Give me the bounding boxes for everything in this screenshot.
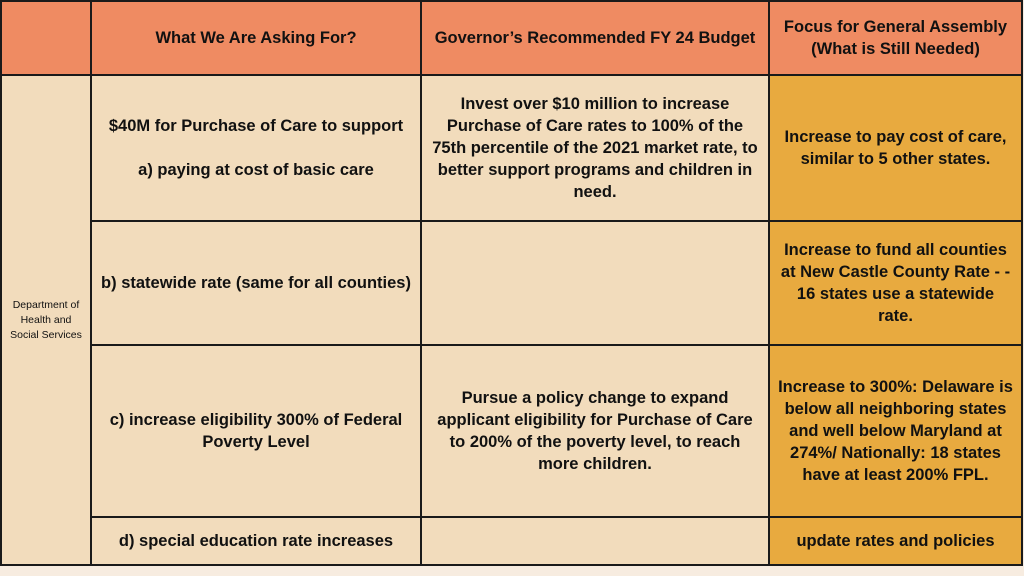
focus-cell: Increase to fund all counties at New Castle County Rate - - 16 states use a statewide rate. [769,221,1022,345]
ask-line: $40M for Purchase of Care to support [108,117,404,135]
department-cell: Department of Health and Social Services [1,75,91,565]
governor-cell: Pursue a policy change to expand applicant eligibility for Purchase of Care to 200% of the poverty level, to reach more children. [421,345,769,517]
ask-cell [91,75,421,221]
header-blank-cell [1,1,91,75]
ask-cell: c) increase eligibility 300% of Federal Poverty Level [91,345,421,517]
focus-cell: update rates and policies [769,517,1022,565]
ask-cell: b) statewide rate (same for all counties) [91,221,421,345]
focus-cell: Increase to pay cost of care, similar to 5 other states. [769,75,1022,221]
focus-cell: Increase to 300%: Delaware is below all neighboring states and well below Maryland at 274%/ Nationally: 18 states have at least 200% FPL. [769,345,1022,517]
table-row [1,221,1022,345]
header-ask: What We Are Asking For? [91,1,421,75]
ask-cell: d) special education rate increases [91,517,421,565]
ask-line: a) paying at cost of basic care [138,161,374,179]
header-focus: Focus for General Assembly (What is Still Needed) [769,1,1022,75]
header-governor: Governor’s Recommended FY 24 Budget [421,1,769,75]
governor-cell: Invest over $10 million to increase Purchase of Care rates to 100% of the 75th percentile of the 2021 market rate, to better support programs and children in need. [421,75,769,221]
governor-cell [421,221,769,345]
table-row [1,517,1022,565]
table-row [1,345,1022,517]
governor-cell [421,517,769,565]
table-row [1,75,1022,221]
header-row [1,1,1022,75]
